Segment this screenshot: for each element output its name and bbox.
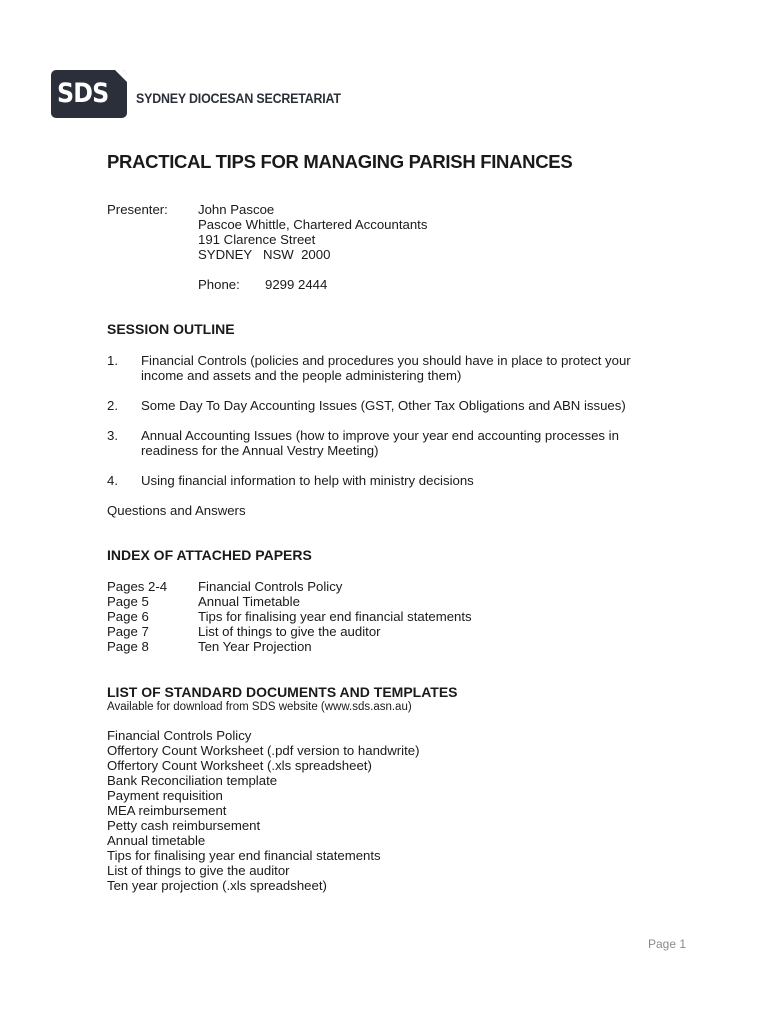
- document-item: Financial Controls Policy: [107, 728, 252, 743]
- outline-item-number: 3.: [107, 428, 118, 443]
- index-pages: Page 8: [107, 639, 149, 654]
- outline-item-text: Some Day To Day Accounting Issues (GST, Other Tax Obligations and ABN issues): [141, 398, 626, 413]
- organization-name: SYDNEY DIOCESAN SECRETARIAT: [136, 91, 341, 106]
- document-item: Bank Reconciliation template: [107, 773, 278, 788]
- index-paper-title: Financial Controls Policy: [198, 579, 343, 594]
- outline-item-text: Annual Accounting Issues (how to improve your year end accounting processes in: [141, 428, 619, 443]
- document-item: MEA reimbursement: [107, 803, 227, 818]
- index-pages: Pages 2-4: [107, 579, 168, 594]
- presenter-name: John Pascoe: [198, 202, 275, 217]
- index-pages: Page 5: [107, 594, 149, 609]
- document-item: Petty cash reimbursement: [107, 818, 261, 833]
- session-outline-heading: SESSION OUTLINE: [107, 321, 235, 337]
- presenter-firm: Pascoe Whittle, Chartered Accountants: [198, 217, 428, 232]
- page-number: Page 1: [648, 937, 687, 951]
- sds-logo: [51, 70, 127, 118]
- document-item: Offertory Count Worksheet (.pdf version to handwrite): [107, 743, 420, 758]
- index-paper-title: List of things to give the auditor: [198, 624, 381, 639]
- document-item: Offertory Count Worksheet (.xls spreadsheet): [107, 758, 372, 773]
- outline-item-text-continued: readiness for the Annual Vestry Meeting): [141, 443, 379, 458]
- index-heading: INDEX OF ATTACHED PAPERS: [107, 547, 312, 563]
- logo-corner-notch: [115, 70, 127, 82]
- questions-and-answers: Questions and Answers: [107, 503, 246, 518]
- document-item: Annual timetable: [107, 833, 206, 848]
- index-paper-title: Ten Year Projection: [198, 639, 312, 654]
- presenter-street: 191 Clarence Street: [198, 232, 316, 247]
- documents-heading: LIST OF STANDARD DOCUMENTS AND TEMPLATES: [107, 684, 458, 700]
- document-item: Payment requisition: [107, 788, 223, 803]
- logo-text: SDS: [57, 78, 109, 109]
- index-pages: Page 6: [107, 609, 149, 624]
- document-item: List of things to give the auditor: [107, 863, 290, 878]
- presenter-label: Presenter:: [107, 202, 168, 217]
- document-title: PRACTICAL TIPS FOR MANAGING PARISH FINANCES: [107, 151, 573, 172]
- outline-item-text-continued: income and assets and the people administering them): [141, 368, 462, 383]
- presenter-city: SYDNEY NSW 2000: [198, 247, 331, 262]
- phone-number: 9299 2444: [265, 277, 328, 292]
- index-paper-title: Tips for finalising year end financial statements: [198, 609, 472, 624]
- document-item: Tips for finalising year end financial statements: [107, 848, 381, 863]
- index-paper-title: Annual Timetable: [198, 594, 300, 609]
- outline-item-text: Using financial information to help with ministry decisions: [141, 473, 474, 488]
- outline-item-number: 1.: [107, 353, 118, 368]
- phone-label: Phone:: [198, 277, 240, 292]
- outline-item-number: 4.: [107, 473, 118, 488]
- outline-item-text: Financial Controls (policies and procedures you should have in place to protect your: [141, 353, 631, 368]
- documents-subheading: Available for download from SDS website (www.sds.asn.au): [107, 701, 412, 713]
- index-pages: Page 7: [107, 624, 149, 639]
- outline-item-number: 2.: [107, 398, 118, 413]
- document-item: Ten year projection (.xls spreadsheet): [107, 878, 327, 893]
